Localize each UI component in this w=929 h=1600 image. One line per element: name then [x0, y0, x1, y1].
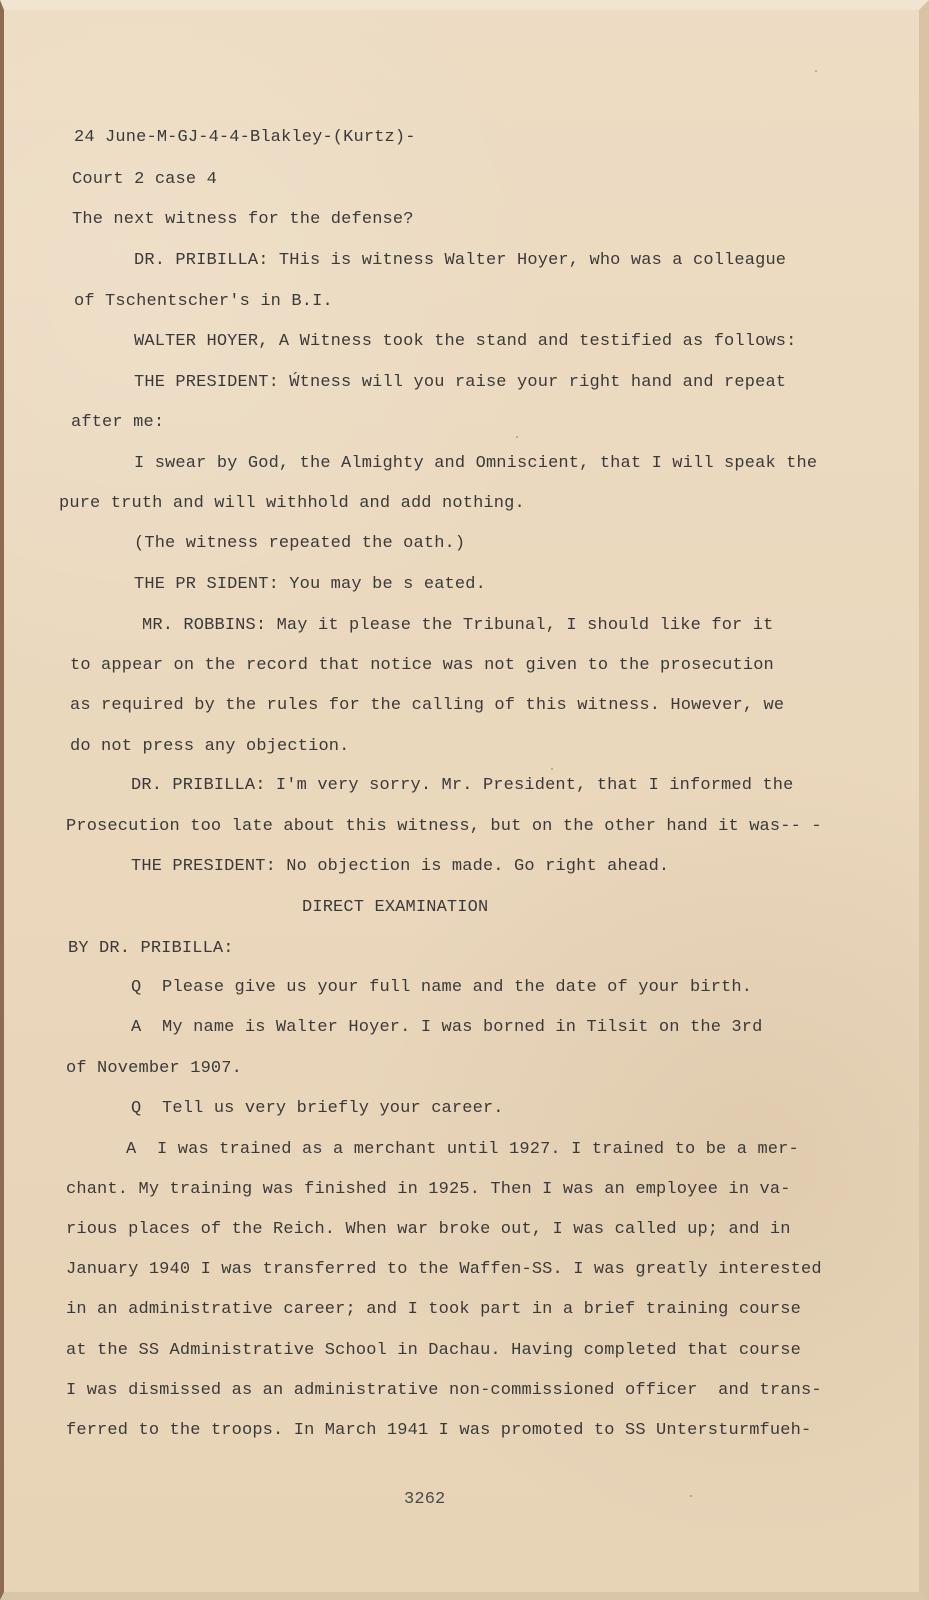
- section-heading: DIRECT EXAMINATION: [302, 898, 489, 917]
- answer-2-line-3: rious places of the Reich. When war broke out, I was called up; and in: [66, 1220, 791, 1239]
- body-line-8: pure truth and will withhold and add nothing.: [59, 494, 525, 513]
- answer-2-line-6: at the SS Administrative School in Dachau. Having completed that course: [66, 1341, 801, 1360]
- answer-1-line-1: A My name is Walter Hoyer. I was borned in Tilsit on the 3rd: [131, 1018, 763, 1037]
- paper-speck: [815, 70, 817, 72]
- body-line-16: Prosecution too late about this witness, but on the other hand it was-- -: [66, 817, 822, 836]
- body-line-15: DR. PRIBILLA: I'm very sorry. Mr. President, that I informed the: [131, 776, 794, 795]
- answer-2-line-4: January 1940 I was transferred to the Waffen-SS. I was greatly interested: [66, 1260, 822, 1279]
- paper-speck: [516, 436, 518, 438]
- question-1: Q Please give us your full name and the date of your birth.: [131, 978, 753, 997]
- body-line-6: after me:: [71, 413, 165, 432]
- body-line-7: I swear by God, the Almighty and Omniscient, that I will speak the: [134, 454, 818, 473]
- answer-1-line-2: of November 1907.: [66, 1059, 242, 1078]
- body-line-2: DR. PRIBILLA: THis is witness Walter Hoyer, who was a colleague: [134, 251, 787, 270]
- question-2: Q Tell us very briefly your career.: [131, 1099, 504, 1118]
- document-header: 24 June-M-GJ-4-4-Blakley-(Kurtz)-: [74, 128, 416, 147]
- page-number: 3262: [404, 1490, 446, 1509]
- body-line-11: MR. ROBBINS: May it please the Tribunal, I should like for it: [142, 616, 774, 635]
- body-line-14: do not press any objection.: [70, 737, 350, 756]
- body-line-13: as required by the rules for the calling of this witness. However, we: [70, 696, 785, 715]
- examiner-line: BY DR. PRIBILLA:: [68, 939, 234, 958]
- body-line-4: WALTER HOYER, A Witness took the stand and testified as follows:: [134, 332, 797, 351]
- body-line-10: THE PR SIDENT: You may be s eated.: [134, 575, 486, 594]
- body-line-9: (The witness repeated the oath.): [134, 534, 466, 553]
- body-line-17: THE PRESIDENT: No objection is made. Go right ahead.: [131, 857, 670, 876]
- answer-2-line-8: ferred to the troops. In March 1941 I was promoted to SS Untersturmfueh-: [66, 1421, 812, 1440]
- answer-2-line-7: I was dismissed as an administrative non-commissioned officer and trans-: [66, 1381, 822, 1400]
- body-line-12: to appear on the record that notice was not given to the prosecution: [70, 656, 774, 675]
- body-line-5: THE PRESIDENT: Ẃtness will you raise your right hand and repeat: [134, 373, 787, 392]
- answer-2-line-2: chant. My training was finished in 1925. Then I was an employee in va-: [66, 1180, 791, 1199]
- answer-2-line-1: A I was trained as a merchant until 1927. I trained to be a mer-: [126, 1140, 799, 1159]
- body-line-3: of Tschentscher's in B.I.: [74, 292, 333, 311]
- answer-2-line-5: in an administrative career; and I took part in a brief training course: [66, 1300, 801, 1319]
- paper-speck: [690, 1495, 692, 1497]
- paper-speck: [551, 768, 553, 770]
- court-line: Court 2 case 4: [72, 170, 217, 189]
- body-line-1: The next witness for the defense?: [72, 210, 414, 229]
